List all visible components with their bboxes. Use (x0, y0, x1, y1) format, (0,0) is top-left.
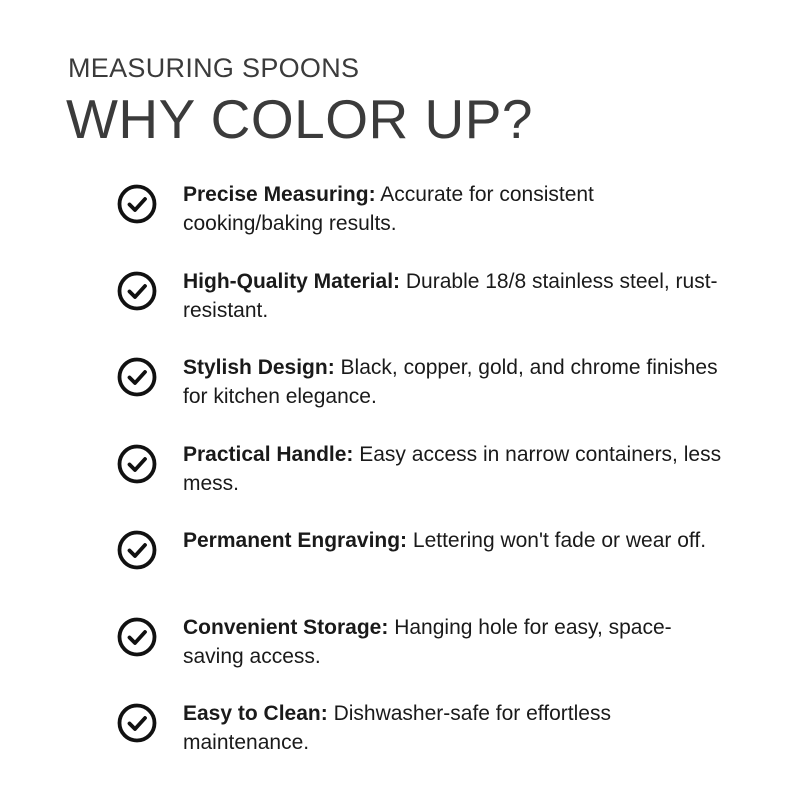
feature-item (116, 353, 726, 440)
page-title: WHY COLOR UP? (66, 88, 533, 150)
feature-text (183, 526, 706, 555)
check-circle-icon (116, 529, 158, 571)
feature-item (116, 180, 726, 267)
feature-title: High-Quality Material: (183, 269, 401, 293)
feature-text (183, 440, 726, 498)
feature-item (116, 267, 726, 354)
feature-text (183, 180, 726, 238)
feature-description: Dishwasher-safe for effortless maintenance. (183, 702, 611, 754)
feature-description: Hanging hole for easy, space-saving access. (183, 615, 672, 668)
check-circle-icon (116, 616, 158, 658)
check-circle-icon (116, 702, 158, 744)
feature-title: Easy to Clean: (183, 702, 328, 725)
check-circle-icon (116, 443, 158, 485)
feature-item (116, 699, 726, 786)
check-circle-icon (116, 270, 158, 312)
feature-description: Accurate for consistent cooking/baking results. (183, 183, 594, 235)
header (68, 52, 533, 150)
feature-title: Convenient Storage: (183, 615, 389, 639)
feature-text (183, 267, 726, 325)
feature-title: Permanent Engraving: (183, 529, 408, 552)
feature-description: Black, copper, gold, and chrome finishes for kitchen elegance. (183, 356, 718, 408)
feature-list (116, 180, 726, 786)
feature-description: Durable 18/8 stainless steel, rust-resistant. (183, 269, 718, 322)
check-circle-icon (116, 356, 158, 398)
feature-item (116, 526, 726, 613)
feature-item (116, 440, 726, 527)
feature-description: Easy access in narrow containers, less mess. (183, 442, 722, 495)
eyebrow-label: MEASURING SPOONS (68, 53, 360, 83)
feature-item (116, 613, 726, 700)
check-circle-icon (116, 183, 158, 225)
feature-description: Lettering won't fade or wear off. (412, 529, 707, 552)
feature-title: Stylish Design: (183, 356, 335, 379)
feature-text (183, 353, 726, 411)
feature-text (183, 613, 726, 671)
feature-text (183, 699, 726, 757)
feature-title: Practical Handle: (183, 442, 354, 466)
feature-title: Precise Measuring: (183, 183, 376, 206)
